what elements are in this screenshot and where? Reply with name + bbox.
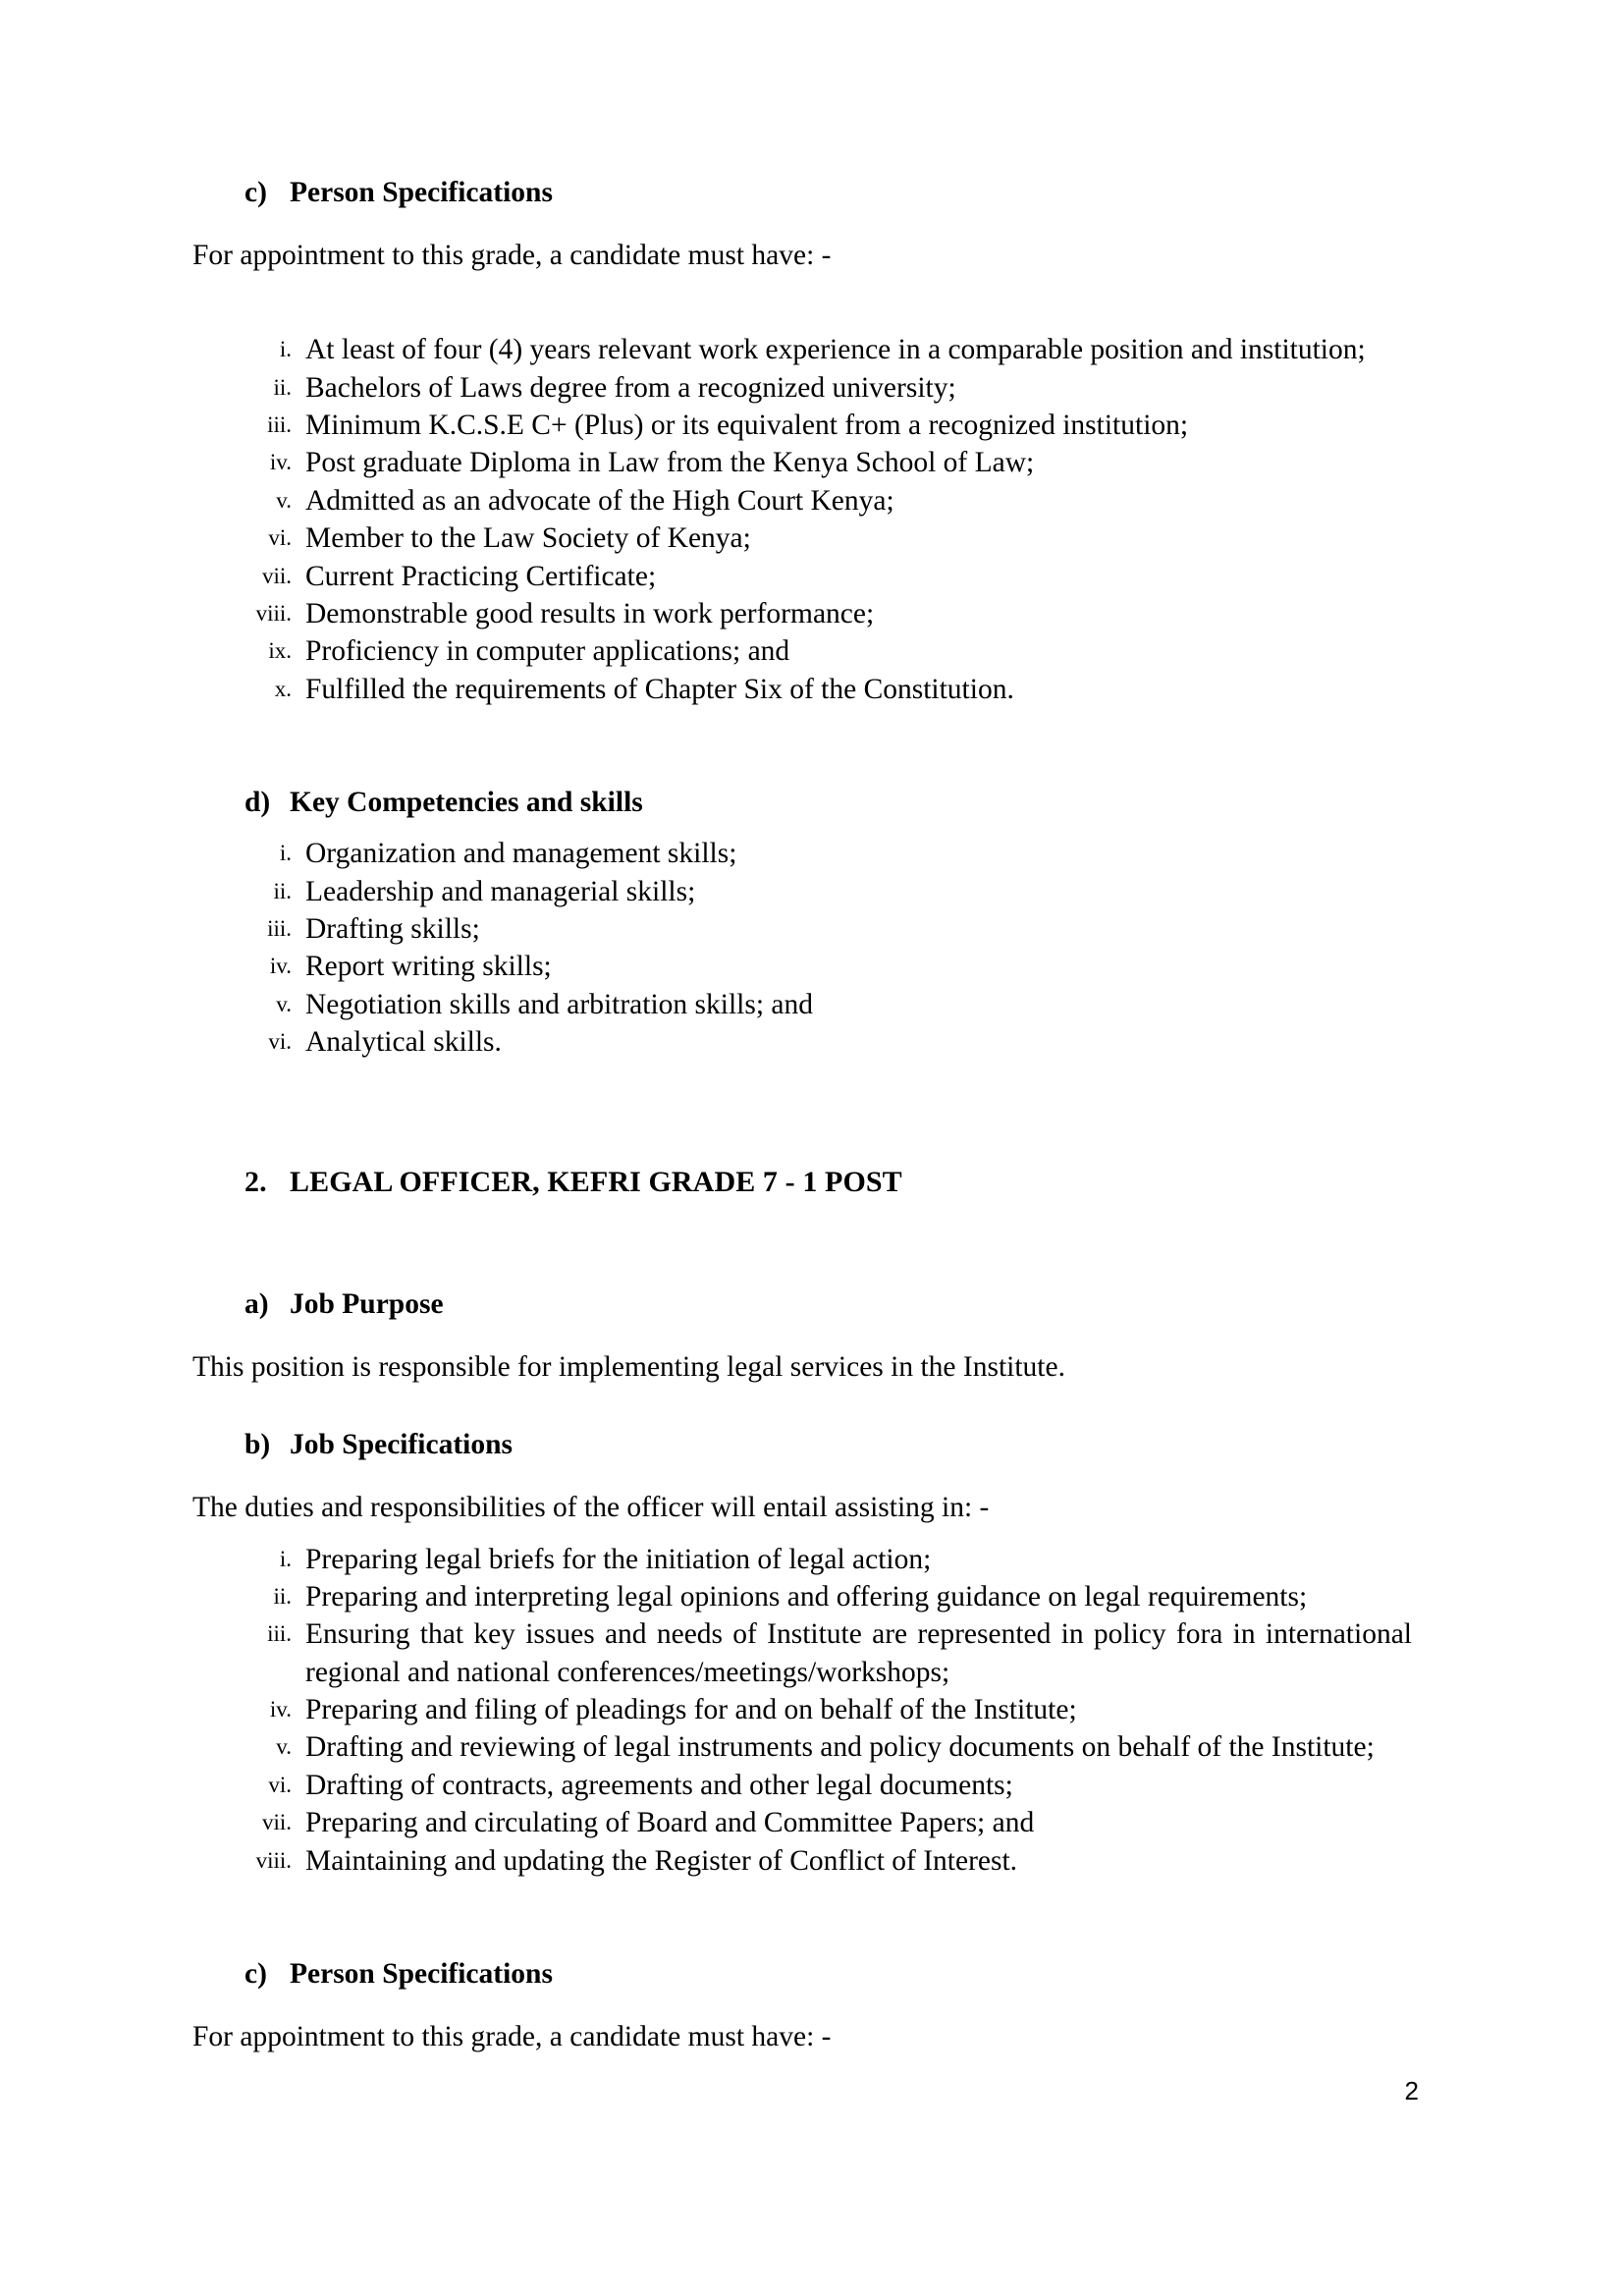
list-marker: ix. (268, 638, 292, 664)
list-marker: x. (274, 676, 292, 701)
list-item (244, 1804, 1412, 1841)
list-item (244, 632, 1412, 670)
list-marker: vi. (268, 525, 292, 551)
list-text: Organization and management skills; (305, 838, 737, 870)
spacer (192, 1323, 1412, 1348)
list-text: Preparing and filing of pleadings for and on behalf of the Institute; (305, 1694, 1077, 1726)
list-marker: viii. (255, 601, 292, 627)
list-text: Post graduate Diploma in Law from the Kenya School of Law; (305, 447, 1035, 479)
job-title-text: LEGAL OFFICER, KEFRI GRADE 7 - 1 POST (290, 1165, 902, 1198)
heading-marker: a) (244, 1288, 269, 1321)
list-marker: vii. (261, 563, 292, 588)
list-text: Current Practicing Certificate; (305, 560, 657, 592)
list-marker: vii. (261, 1810, 292, 1835)
list-marker: ii. (273, 374, 292, 400)
list-marker: i. (279, 841, 292, 866)
job-number: 2. (244, 1165, 267, 1198)
list-marker: ii. (273, 1583, 292, 1609)
list-marker: vi. (268, 1772, 292, 1797)
list-item (244, 595, 1412, 632)
list-text: Admitted as an advocate of the High Court Kenya; (305, 484, 894, 517)
heading-marker: c) (244, 177, 267, 208)
page-content (192, 175, 1412, 2055)
spacer (192, 211, 1412, 237)
list-text: Preparing legal briefs for the initiation of legal action; (305, 1543, 932, 1575)
list-marker: v. (276, 487, 292, 513)
list-item (244, 986, 1412, 1023)
list-marker: i. (279, 337, 292, 362)
list-marker: iv. (269, 954, 292, 979)
heading-key-competencies (244, 785, 1412, 821)
list-text: Proficiency in computer applications; and (305, 635, 790, 668)
person-specs-list-1 (192, 331, 1412, 708)
list-item (244, 444, 1412, 481)
list-item (244, 1842, 1412, 1880)
list-marker: iii. (267, 412, 292, 438)
spacer (192, 1200, 1412, 1286)
heading-text: Job Purpose (290, 1288, 444, 1321)
list-item (244, 835, 1412, 872)
spacer (192, 1463, 1412, 1489)
key-competencies-list (192, 835, 1412, 1061)
list-item (244, 558, 1412, 595)
heading-person-specifications-1 (244, 175, 1412, 211)
heading-person-specifications-2 (244, 1956, 1412, 1993)
list-text: Leadership and managerial skills; (305, 875, 696, 907)
list-item (244, 407, 1412, 444)
list-item (244, 948, 1412, 985)
list-marker: iv. (269, 450, 292, 475)
list-item (244, 1615, 1412, 1691)
list-text: Fulfilled the requirements of Chapter Six of the Constitution. (305, 673, 1014, 705)
list-marker: v. (276, 991, 292, 1016)
list-text: Ensuring that key issues and needs of Institute are represented in policy fora in international regional and national conferences/meetings/workshops; (305, 1618, 1412, 1688)
spacer (192, 1062, 1412, 1164)
list-item (244, 671, 1412, 708)
person-specs-intro-2: For appointment to this grade, a candidate must have: - (192, 2020, 832, 2052)
list-text: Member to the Law Society of Kenya; (305, 522, 751, 555)
list-item (244, 1767, 1412, 1804)
list-text: Analytical skills. (305, 1026, 502, 1059)
list-marker: iii. (267, 915, 292, 941)
page-number: 2 (1404, 2076, 1419, 2105)
list-marker: ii. (273, 878, 292, 903)
heading-text: Job Specifications (290, 1429, 513, 1461)
heading-job-specifications (244, 1427, 1412, 1463)
heading-marker: b) (244, 1429, 271, 1461)
spacer (192, 708, 1412, 785)
spacer (192, 1993, 1412, 2018)
list-text: Bachelors of Laws degree from a recognized university; (305, 371, 956, 404)
list-item (244, 1541, 1412, 1578)
list-text: Drafting of contracts, agreements and other legal documents; (305, 1769, 1013, 1801)
list-item (244, 910, 1412, 948)
heading-marker: d) (244, 787, 271, 819)
list-marker: iii. (267, 1621, 292, 1647)
list-item (244, 1728, 1412, 1766)
list-text: Preparing and circulating of Board and Committee Papers; and (305, 1807, 1035, 1839)
heading-text: Person Specifications (290, 1958, 553, 1991)
spacer (192, 1386, 1412, 1427)
list-text: At least of four (4) years relevant work experience in a comparable position and institution; (305, 334, 1366, 366)
spacer (192, 274, 1412, 331)
list-item (244, 1023, 1412, 1061)
list-text: Drafting and reviewing of legal instruments and policy documents on behalf of the Institute; (305, 1731, 1375, 1764)
list-item (244, 873, 1412, 910)
list-text: Preparing and interpreting legal opinions and offering guidance on legal requirements; (305, 1580, 1308, 1613)
list-text: Demonstrable good results in work performance; (305, 598, 875, 630)
spacer (192, 821, 1412, 835)
list-marker: vi. (268, 1029, 292, 1055)
heading-job-purpose (244, 1286, 1412, 1323)
list-item (244, 519, 1412, 557)
list-item (244, 482, 1412, 519)
list-marker: viii. (255, 1847, 292, 1873)
list-text: Report writing skills; (305, 951, 552, 983)
job-specs-intro: The duties and responsibilities of the officer will entail assisting in: - (192, 1492, 990, 1524)
list-item (244, 331, 1412, 368)
job-specifications-list (192, 1541, 1412, 1881)
job-purpose-text: This position is responsible for implementing legal services in the Institute. (192, 1350, 1065, 1383)
list-text: Drafting skills; (305, 912, 480, 945)
spacer (192, 1880, 1412, 1956)
list-marker: iv. (269, 1697, 292, 1722)
list-text: Negotiation skills and arbitration skills; and (305, 988, 813, 1020)
list-text: Minimum K.C.S.E C+ (Plus) or its equivalent from a recognized institution; (305, 410, 1189, 442)
heading-text: Key Competencies and skills (290, 787, 643, 819)
list-marker: v. (276, 1734, 292, 1760)
heading-marker: c) (244, 1958, 267, 1991)
list-text: Maintaining and updating the Register of Conflict of Interest. (305, 1844, 1018, 1877)
list-item (244, 1578, 1412, 1615)
list-item (244, 1691, 1412, 1728)
job-title-heading-2 (244, 1164, 1412, 1201)
list-marker: i. (279, 1546, 292, 1571)
heading-text: Person Specifications (290, 177, 553, 208)
spacer (192, 1527, 1412, 1541)
list-item (244, 369, 1412, 407)
person-specs-intro-1: For appointment to this grade, a candidate must have: - (192, 239, 832, 271)
